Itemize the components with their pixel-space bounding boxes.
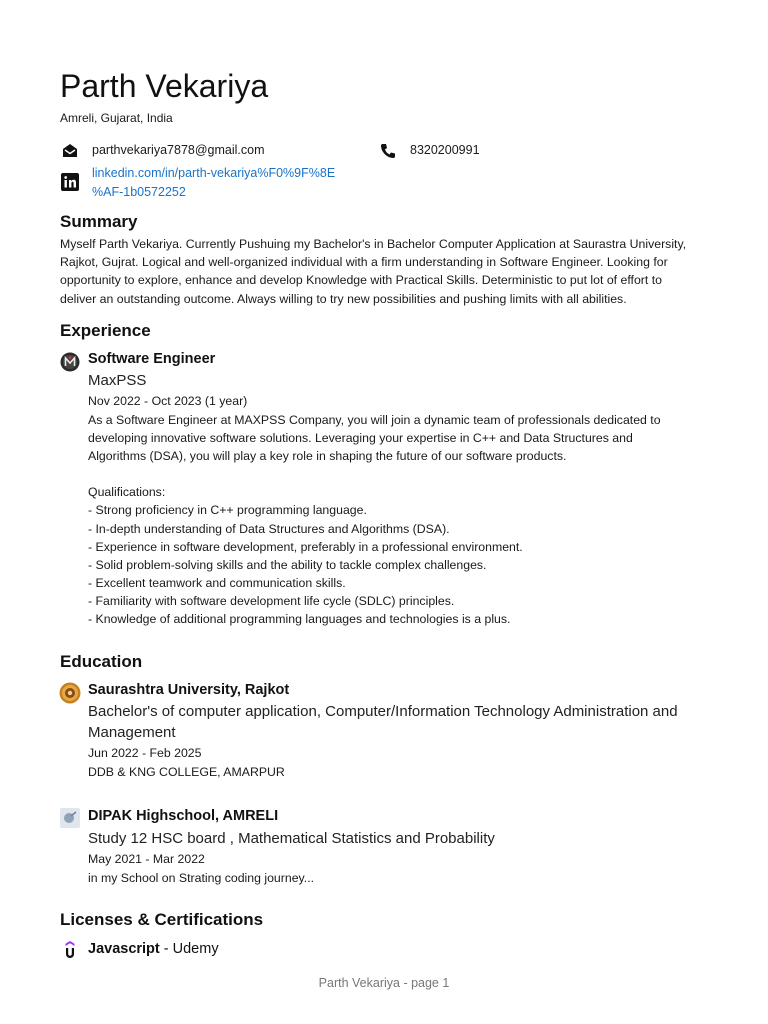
maxpss-logo-icon [60, 352, 80, 372]
experience-company: MaxPSS [88, 372, 147, 389]
summary-heading: Summary [60, 212, 138, 231]
experience-description: As a Software Engineer at MAXPSS Company, you will join a dynamic team of professionals dedicated to developing innovative software solutions. Leveraging your expertise in C++ and Data Structures and Algorithms (DSA), you will play a key role in shaping the future of our software products. Qualifications: - Strong proficiency in C++ programming language. - In-depth understanding of Data Structures and Algorithms (DSA). - Experience in software development, preferably in a professional environment. - Solid problem-solving skills and the ability to tackle complex challenges. - Excellent teamwork and communication skills. - Familiarity with software development life cycle (SDLC) principles. - Knowledge of additional programming languages and technologies is a plus. [88, 413, 661, 627]
education-note-1: DDB & KNG COLLEGE, AMARPUR [88, 765, 285, 779]
education-school-1: Saurashtra University, Rajkot [88, 682, 290, 698]
certification-name: Javascript [88, 941, 160, 957]
candidate-location: Amreli, Gujarat, India [60, 111, 173, 125]
candidate-name: Parth Vekariya [60, 68, 269, 104]
phone-icon [378, 141, 398, 161]
saurashtra-university-logo-icon [59, 682, 81, 704]
certifications-heading: Licenses & Certifications [60, 910, 264, 929]
education-heading: Education [60, 652, 143, 671]
contact-linkedin [60, 164, 335, 202]
page-footer: Parth Vekariya - page 1 [318, 976, 450, 990]
experience-heading: Experience [60, 321, 151, 340]
linkedin-icon [60, 172, 80, 192]
education-degree-2: Study 12 HSC board , Mathematical Statistics and Probability [88, 830, 495, 847]
contact-phone [378, 141, 480, 161]
education-note-2: in my School on Strating coding journey... [88, 871, 315, 885]
linkedin-link-line2[interactable]: %AF-1b0572252 [92, 185, 186, 199]
education-school-2: DIPAK Highschool, AMRELI [88, 808, 279, 824]
email-text[interactable]: parthvekariya7878@gmail.com [92, 143, 265, 157]
school-logo-icon [60, 808, 80, 828]
certification-issuer: - Udemy [159, 941, 219, 957]
education-dates-1: Jun 2022 - Feb 2025 [88, 746, 202, 760]
udemy-logo-icon [60, 940, 80, 960]
education-degree-1: Bachelor's of computer application, Computer/Information Technology Administration and Management [88, 703, 678, 741]
education-dates-2: May 2021 - Mar 2022 [88, 852, 205, 866]
envelope-icon [60, 141, 80, 161]
certification-item [88, 939, 219, 959]
phone-text: 8320200991 [410, 143, 480, 157]
experience-role: Software Engineer [88, 351, 216, 367]
linkedin-link-line1[interactable]: linkedin.com/in/parth-vekariya%F0%9F%8E [92, 166, 336, 180]
contact-email [60, 141, 265, 161]
experience-dates: Nov 2022 - Oct 2023 (1 year) [88, 394, 248, 408]
summary-text: Myself Parth Vekariya. Currently Pushuing my Bachelor's in Bachelor Computer Application at Saurastra University, Rajkot, Gujrat. Logical and well-organized individual with a firm understanding in Software Engineer. Looking for opportunity to explore, enhance and develop Knowledge with Practical Skills. Deterministic to put lot of effort to deliver an outstanding outcome. Always willing to try new possibilities and pushing limits with all abilities. [60, 237, 687, 306]
